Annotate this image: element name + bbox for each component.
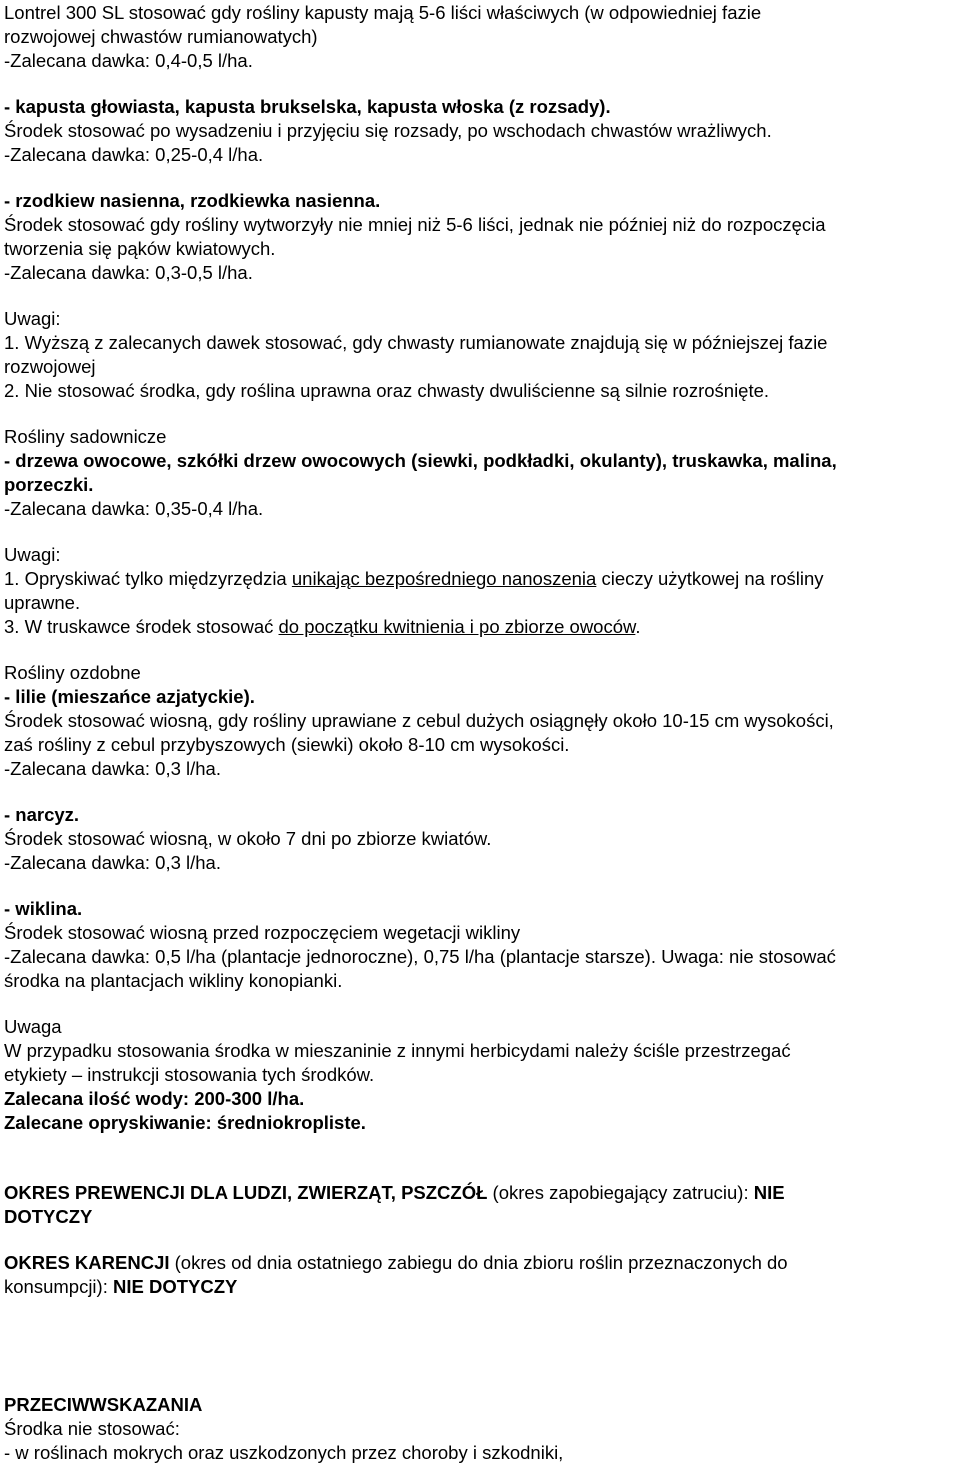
- line-rzodkiew-dose: -Zalecana dawka: 0,3-0,5 l/ha.: [4, 262, 253, 283]
- paragraph-spacer: [4, 167, 956, 189]
- line-prewencja-2: DOTYCZY: [4, 1206, 93, 1227]
- line-uwaga-heading: Uwaga: [4, 1016, 62, 1037]
- text-run: konsumpcji):: [4, 1276, 113, 1297]
- line-kapusta-1: Lontrel 300 SL stosować gdy rośliny kapusty mają 5-6 liści właściwych (w odpowiedniej fazie: [4, 2, 762, 23]
- text-run: 3. W truskawce środek stosować: [4, 616, 279, 637]
- line-rzodkiew-1: Środek stosować gdy rośliny wytworzyły nie mniej niż 5-6 liści, jednak nie później niż do rozpoczęcia: [4, 214, 826, 235]
- line-uwagi-2-item1-b: uprawne.: [4, 592, 81, 613]
- line-uwagi-2-heading: Uwagi:: [4, 544, 61, 565]
- line-uwaga-2: etykiety – instrukcji stosowania tych środków.: [4, 1064, 375, 1085]
- line-kapusta-2: rozwojowej chwastów rumianowatych): [4, 26, 318, 47]
- line-uwaga-1: W przypadku stosowania środka w mieszaninie z innymi herbicydami należy ściśle przestrzegać: [4, 1040, 791, 1061]
- paragraph-spacer: [4, 285, 956, 307]
- line-lilie-2: zaś rośliny z cebul przybyszowych (siewki) około 8-10 cm wysokości.: [4, 734, 570, 755]
- line-wiklina-heading: - wiklina.: [4, 898, 83, 919]
- line-kapusta-dose: -Zalecana dawka: 0,4-0,5 l/ha.: [4, 50, 253, 71]
- line-sadownicze-heading: Rośliny sadownicze: [4, 426, 167, 447]
- paragraph-spacer: [4, 1229, 956, 1251]
- line-ozdobne-heading: Rośliny ozdobne: [4, 662, 141, 683]
- line-narcyz-dose: -Zalecana dawka: 0,3 l/ha.: [4, 852, 221, 873]
- line-przeciwwskazania-heading: PRZECIWWSKAZANIA: [4, 1394, 203, 1415]
- paragraph-spacer: [4, 875, 956, 897]
- line-przeciwwskazania-2: - w roślinach mokrych oraz uszkodzonych przez choroby i szkodniki,: [4, 1442, 564, 1463]
- text-run: 1. Opryskiwać tylko międzyrzędzia: [4, 568, 292, 589]
- line-uwagi-2-item1-a: [4, 567, 956, 591]
- text-run: OKRES PREWENCJI DLA LUDZI, ZWIERZĄT, PSZCZÓŁ: [4, 1182, 488, 1203]
- text-run: do początku kwitnienia i po zbiorze owoców: [278, 616, 636, 637]
- line-karencja-1: [4, 1251, 956, 1275]
- line-uwagi-1-item1-a: 1. Wyższą z zalecanych dawek stosować, gdy chwasty rumianowate znajdują się w późniejszej fazie: [4, 332, 828, 353]
- line-lilie-heading: - lilie (mieszańce azjatyckie).: [4, 686, 255, 707]
- paragraph-spacer: [4, 781, 956, 803]
- text-run: OKRES KARENCJI: [4, 1252, 170, 1273]
- paragraph-spacer: [4, 521, 956, 543]
- text-run: NIE: [753, 1182, 785, 1203]
- text-run: (okres zapobiegający zatruciu):: [487, 1182, 754, 1203]
- line-uwagi-1-item2: 2. Nie stosować środka, gdy roślina uprawna oraz chwasty dwuliścienne są silnie rozrośnięte.: [4, 380, 770, 401]
- line-kapusta-glowiasta-dose: -Zalecana dawka: 0,25-0,4 l/ha.: [4, 144, 264, 165]
- line-narcyz-1: Środek stosować wiosną, w około 7 dni po zbiorze kwiatów.: [4, 828, 492, 849]
- text-run: cieczy użytkowej na rośliny: [596, 568, 824, 589]
- line-sadownicze-bold-1: - drzewa owocowe, szkółki drzew owocowych (siewki, podkładki, okulanty), truskawka, malina,: [4, 450, 837, 471]
- text-run: NIE DOTYCZY: [112, 1276, 238, 1297]
- line-sadownicze-dose: -Zalecana dawka: 0,35-0,4 l/ha.: [4, 498, 264, 519]
- line-uwagi-1-item1-b: rozwojowej: [4, 356, 96, 377]
- line-kapusta-glowiasta-heading: - kapusta głowiasta, kapusta brukselska, kapusta włoska (z rozsady).: [4, 96, 611, 117]
- paragraph-spacer: [4, 1299, 956, 1393]
- line-opryskiwanie-line: Zalecane opryskiwanie: średniokropliste.: [4, 1112, 366, 1133]
- line-lilie-dose: -Zalecana dawka: 0,3 l/ha.: [4, 758, 221, 779]
- line-uwagi-1-heading: Uwagi:: [4, 308, 61, 329]
- line-woda-line: Zalecana ilość wody: 200-300 l/ha.: [4, 1088, 305, 1109]
- line-sadownicze-bold-2: porzeczki.: [4, 474, 94, 495]
- line-rzodkiew-heading: - rzodkiew nasienna, rzodkiewka nasienna.: [4, 190, 381, 211]
- line-wiklina-1: Środek stosować wiosną przed rozpoczęciem wegetacji wikliny: [4, 922, 521, 943]
- line-kapusta-glowiasta-1: Środek stosować po wysadzeniu i przyjęciu się rozsady, po wschodach chwastów wrażliwych.: [4, 120, 772, 141]
- line-rzodkiew-2: tworzenia się pąków kwiatowych.: [4, 238, 276, 259]
- text-run: .: [635, 616, 641, 637]
- paragraph-spacer: [4, 1135, 956, 1181]
- line-uwagi-2-item3: [4, 615, 956, 639]
- paragraph-spacer: [4, 403, 956, 425]
- line-karencja-2: [4, 1275, 956, 1299]
- paragraph-spacer: [4, 993, 956, 1015]
- line-wiklina-dose-b: środka na plantacjach wikliny konopianki.: [4, 970, 343, 991]
- paragraph-spacer: [4, 639, 956, 661]
- text-run: (okres od dnia ostatniego zabiegu do dnia zbioru roślin przeznaczonych do: [169, 1252, 788, 1273]
- line-przeciwwskazania-1: Środka nie stosować:: [4, 1418, 180, 1439]
- paragraph-spacer: [4, 73, 956, 95]
- line-lilie-1: Środek stosować wiosną, gdy rośliny uprawiane z cebul dużych osiągnęły około 10-15 cm wysokości,: [4, 710, 834, 731]
- line-narcyz-heading: - narcyz.: [4, 804, 80, 825]
- text-run: unikając bezpośredniego nanoszenia: [291, 568, 597, 589]
- line-wiklina-dose-a: -Zalecana dawka: 0,5 l/ha (plantacje jednoroczne), 0,75 l/ha (plantacje starsze). Uwaga: nie stosować: [4, 946, 836, 967]
- line-prewencja-1: [4, 1181, 956, 1205]
